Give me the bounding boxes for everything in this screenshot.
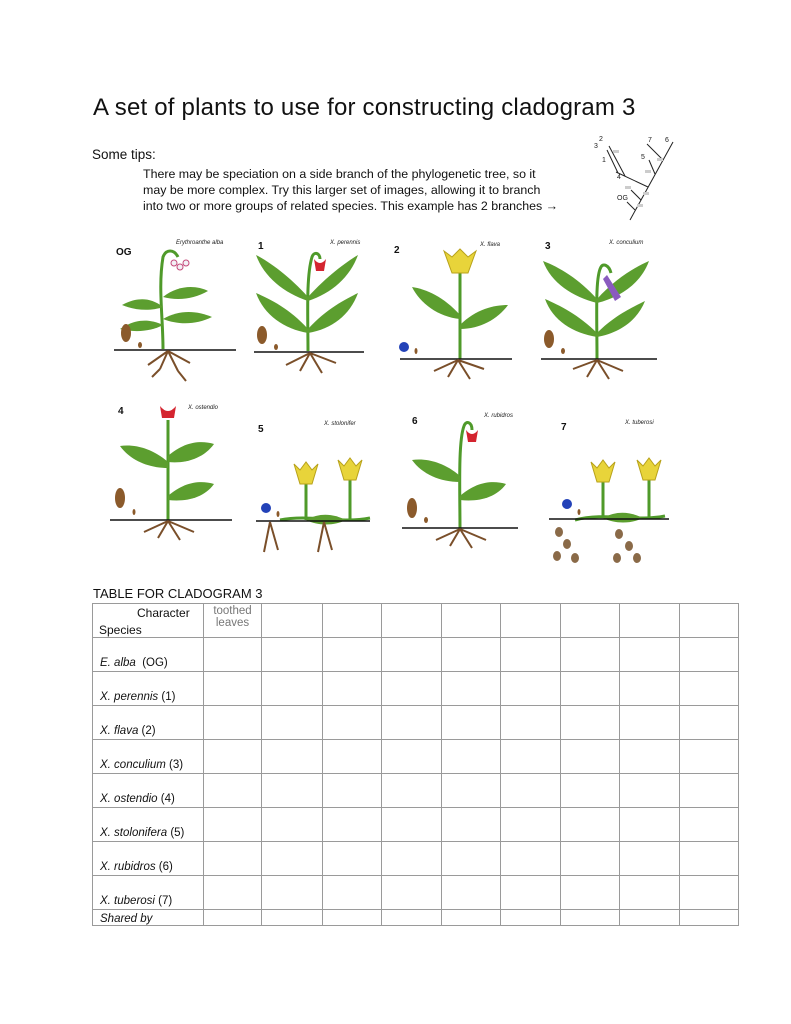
plant-name: X. tuberosi — [625, 420, 654, 426]
data-cell[interactable] — [501, 638, 561, 672]
data-cell[interactable] — [680, 638, 739, 672]
data-cell[interactable] — [442, 740, 501, 774]
table-header-row — [93, 604, 739, 638]
plant-panel-7 — [545, 412, 695, 572]
data-cell[interactable] — [620, 774, 680, 808]
species-cell — [93, 774, 204, 808]
plant-number: OG — [116, 247, 132, 258]
shared-cell[interactable] — [442, 910, 501, 926]
cladogram-label: 6 — [665, 137, 669, 144]
data-cell[interactable] — [262, 672, 323, 706]
data-cell[interactable] — [680, 876, 739, 910]
tips-line: There may be speciation on a side branch of the phylogenetic tree, so it — [143, 167, 536, 181]
shared-cell[interactable] — [204, 910, 262, 926]
plant-panel-og — [108, 237, 258, 397]
data-cell[interactable] — [204, 774, 262, 808]
species-cell — [93, 842, 204, 876]
data-cell[interactable] — [382, 808, 442, 842]
cladogram-label: 4 — [617, 174, 621, 181]
table-title: TABLE FOR CLADOGRAM 3 — [93, 586, 263, 601]
data-cell[interactable] — [442, 774, 501, 808]
cladogram-table — [92, 603, 739, 926]
example-cladogram — [585, 130, 680, 230]
data-cell[interactable] — [323, 672, 382, 706]
species-label: Species — [99, 623, 142, 637]
species-number: (OG) — [135, 657, 168, 669]
species-number: (7) — [154, 895, 173, 907]
character-cell[interactable] — [442, 604, 501, 638]
data-cell[interactable] — [501, 808, 561, 842]
data-cell[interactable] — [323, 740, 382, 774]
data-cell[interactable] — [382, 672, 442, 706]
data-cell[interactable] — [561, 808, 620, 842]
plant-name: X. rubidros — [484, 413, 514, 419]
plant-number: 5 — [258, 424, 264, 435]
data-cell[interactable] — [501, 706, 561, 740]
character-cell[interactable] — [561, 604, 620, 638]
table-row — [93, 842, 739, 876]
plant-panel-1 — [250, 237, 400, 397]
character-cell[interactable] — [680, 604, 739, 638]
plant-name: X. conculium — [609, 240, 644, 246]
cladogram-label: 3 — [594, 143, 598, 150]
shared-cell[interactable] — [382, 910, 442, 926]
species-name: X. tuberosi — [100, 895, 155, 907]
shared-by-label: Shared by — [93, 910, 204, 926]
data-cell[interactable] — [262, 638, 323, 672]
data-cell[interactable] — [680, 774, 739, 808]
data-cell[interactable] — [561, 706, 620, 740]
plant-panel-2 — [392, 237, 542, 397]
plant-number: 3 — [545, 241, 551, 252]
table-row — [93, 740, 739, 774]
data-cell[interactable] — [620, 638, 680, 672]
data-cell[interactable] — [680, 842, 739, 876]
species-number: (5) — [167, 827, 185, 839]
data-cell[interactable] — [382, 740, 442, 774]
data-cell[interactable] — [382, 706, 442, 740]
shared-cell[interactable] — [561, 910, 620, 926]
plant-name: X. stolonifer — [324, 421, 356, 427]
data-cell[interactable] — [204, 740, 262, 774]
plant-number: 1 — [258, 241, 264, 252]
data-cell[interactable] — [561, 638, 620, 672]
data-cell[interactable] — [620, 672, 680, 706]
character-cell[interactable] — [620, 604, 680, 638]
species-cell — [93, 740, 204, 774]
tips-line: may be more complex. Try this larger set of images, allowing it to branch — [143, 183, 541, 197]
plant-6-illustration — [400, 412, 550, 572]
plant-2-illustration — [392, 237, 542, 397]
data-cell[interactable] — [204, 842, 262, 876]
cladogram-label: 7 — [648, 137, 652, 144]
data-cell[interactable] — [680, 808, 739, 842]
character-cell[interactable] — [382, 604, 442, 638]
data-cell[interactable] — [323, 876, 382, 910]
species-number: (6) — [155, 861, 173, 873]
page-title: A set of plants to use for constructing cladogram 3 — [93, 94, 636, 121]
data-cell[interactable] — [262, 808, 323, 842]
species-name: X. flava — [100, 725, 139, 737]
character-cell[interactable] — [262, 604, 323, 638]
species-name: X. conculium — [100, 759, 166, 771]
data-cell[interactable] — [501, 876, 561, 910]
plant-panel-3 — [537, 237, 687, 397]
species-number: (2) — [138, 725, 156, 737]
data-cell[interactable] — [561, 740, 620, 774]
species-number: (3) — [165, 759, 184, 771]
plant-number: 6 — [412, 416, 418, 427]
cladogram-label: 2 — [599, 136, 603, 143]
data-cell[interactable] — [382, 842, 442, 876]
character-toothed-leaves[interactable]: toothed leaves — [204, 604, 262, 638]
header-species-cell — [93, 604, 204, 638]
data-cell[interactable] — [262, 842, 323, 876]
table-row — [93, 876, 739, 910]
table-footer-row — [93, 910, 739, 926]
data-cell[interactable] — [382, 638, 442, 672]
plant-4-illustration — [108, 402, 258, 562]
species-cell — [93, 808, 204, 842]
data-cell[interactable] — [620, 808, 680, 842]
table-row — [93, 638, 739, 672]
species-name: X. ostendio — [100, 793, 158, 805]
table-row — [93, 808, 739, 842]
cladogram-label: 5 — [641, 154, 645, 161]
table-row — [93, 774, 739, 808]
species-number: (4) — [157, 793, 175, 805]
data-cell[interactable] — [323, 774, 382, 808]
plant-panel-6 — [400, 412, 550, 572]
shared-cell[interactable] — [262, 910, 323, 926]
data-cell[interactable] — [442, 842, 501, 876]
plant-number: 4 — [118, 406, 124, 417]
table-row — [93, 672, 739, 706]
data-cell[interactable] — [620, 876, 680, 910]
data-cell[interactable] — [680, 706, 739, 740]
cladogram-trunk — [630, 142, 673, 220]
data-cell[interactable] — [620, 842, 680, 876]
data-cell[interactable] — [323, 842, 382, 876]
tips-text — [143, 166, 583, 214]
species-cell — [93, 876, 204, 910]
plant-panel-5 — [250, 402, 400, 562]
shared-cell[interactable] — [620, 910, 680, 926]
data-cell[interactable] — [442, 638, 501, 672]
data-cell[interactable] — [262, 740, 323, 774]
character-cell[interactable] — [501, 604, 561, 638]
data-cell[interactable] — [442, 876, 501, 910]
data-cell[interactable] — [204, 672, 262, 706]
shared-cell[interactable] — [680, 910, 739, 926]
plant-panel-4 — [108, 402, 258, 562]
data-cell[interactable] — [561, 876, 620, 910]
species-cell — [93, 706, 204, 740]
plant-number: 2 — [394, 245, 400, 256]
data-cell[interactable] — [442, 808, 501, 842]
character-label: Character — [137, 606, 190, 620]
data-cell[interactable] — [620, 740, 680, 774]
data-cell[interactable] — [680, 740, 739, 774]
data-cell[interactable] — [561, 774, 620, 808]
data-cell[interactable] — [262, 706, 323, 740]
data-cell[interactable] — [204, 876, 262, 910]
data-cell[interactable] — [501, 842, 561, 876]
data-cell[interactable] — [561, 842, 620, 876]
data-cell[interactable] — [204, 706, 262, 740]
plant-name: X. ostendio — [188, 405, 219, 411]
cladogram-label: OG — [617, 195, 628, 202]
data-cell[interactable] — [382, 774, 442, 808]
plant-name: Erythroanthe alba — [176, 240, 224, 246]
plant-number: 7 — [561, 422, 567, 433]
data-cell[interactable] — [442, 706, 501, 740]
species-name: X. perennis — [100, 691, 159, 703]
data-cell[interactable] — [382, 876, 442, 910]
species-number: (1) — [158, 691, 176, 703]
data-cell[interactable] — [323, 638, 382, 672]
plant-7-illustration — [545, 412, 695, 572]
tips-line: into two or more groups of related species. This example has 2 branches → — [143, 199, 559, 213]
species-name: X. stolonifera — [100, 827, 168, 839]
data-cell[interactable] — [561, 672, 620, 706]
plant-name: X. perennis — [330, 240, 361, 246]
data-cell[interactable] — [501, 774, 561, 808]
data-cell[interactable] — [620, 706, 680, 740]
table-row — [93, 706, 739, 740]
plant-3-illustration — [537, 237, 687, 397]
plant-name: X. flava — [480, 242, 501, 248]
tips-heading: Some tips: — [92, 147, 156, 162]
cladogram-label: 1 — [602, 157, 606, 164]
data-cell[interactable] — [680, 672, 739, 706]
data-cell[interactable] — [501, 672, 561, 706]
species-cell — [93, 638, 204, 672]
species-name: X. rubidros — [100, 861, 156, 873]
species-cell — [93, 672, 204, 706]
data-cell[interactable] — [501, 740, 561, 774]
data-cell[interactable] — [262, 774, 323, 808]
shared-cell[interactable] — [323, 910, 382, 926]
plant-1-illustration — [250, 237, 400, 397]
shared-cell[interactable] — [501, 910, 561, 926]
data-cell[interactable] — [323, 706, 382, 740]
character-cell[interactable] — [323, 604, 382, 638]
data-cell[interactable] — [204, 808, 262, 842]
plant-og-illustration — [108, 237, 258, 397]
data-cell[interactable] — [442, 672, 501, 706]
data-cell[interactable] — [204, 638, 262, 672]
species-name: E. alba — [100, 657, 136, 669]
data-cell[interactable] — [323, 808, 382, 842]
data-cell[interactable] — [262, 876, 323, 910]
